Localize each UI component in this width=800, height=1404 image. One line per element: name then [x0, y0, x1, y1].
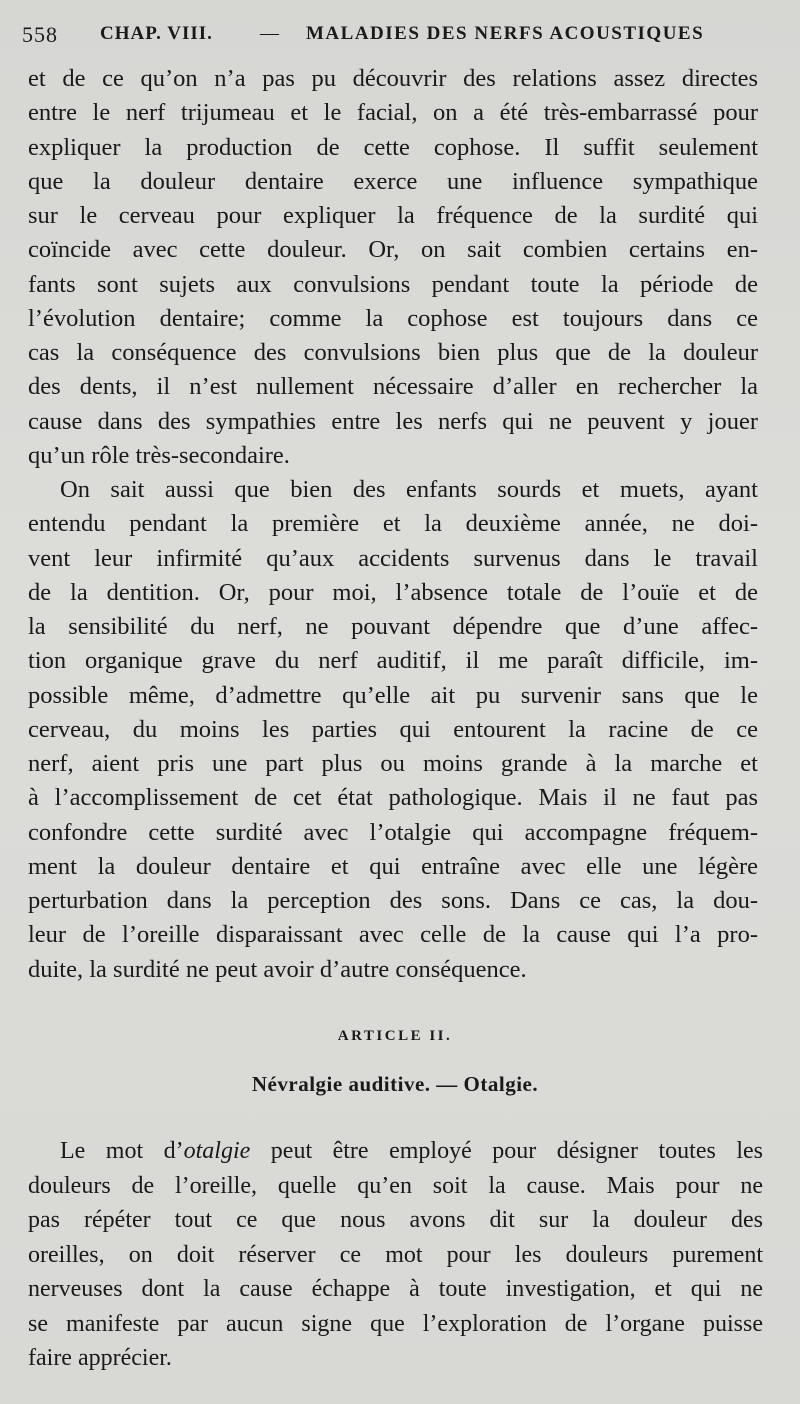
text-line: coïncide avec cette douleur. Or, on sait combien certains en- — [28, 236, 758, 264]
text-line — [28, 1134, 763, 1169]
text-line: duite, la surdité ne peut avoir d’autre conséquence. — [28, 955, 527, 983]
text-line: possible même, d’admettre qu’elle ait pu survenir sans que le — [28, 681, 758, 709]
text-line: perturbation dans la perception des sons. Dans ce cas, la dou- — [28, 887, 758, 914]
text-line: la sensibilité du nerf, ne pouvant dépendre que d’une affec- — [28, 613, 758, 640]
paragraph-continuation — [28, 62, 758, 473]
text-line: l’évolution dentaire; comme la cophose est toujours dans ce — [28, 304, 758, 332]
text-line: leur de l’oreille disparaissant avec celle de la cause qui l’a pro- — [28, 921, 758, 949]
text-line: que la douleur dentaire exerce une influence sympathique — [28, 167, 758, 195]
text-line: nerveuses dont la cause échappe à toute investigation, et qui ne — [28, 1276, 763, 1302]
text-line: de la dentition. Or, pour moi, l’absence totale de l’ouïe et de — [28, 578, 758, 606]
text-line: cause dans des sympathies entre les nerfs qui ne peuvent y jouer — [28, 407, 758, 435]
text-run: Le mot d’ — [60, 1138, 184, 1164]
paragraph-dentition — [28, 473, 758, 987]
text-line: confondre cette surdité avec l’otalgie qui accompagne fréquem- — [28, 818, 758, 846]
text-line: entendu pendant la première et la deuxième année, ne doi- — [28, 510, 758, 538]
text-line: vent leur infirmité qu’aux accidents survenus dans le travail — [28, 544, 758, 572]
text-line: On sait aussi que bien des enfants sourds et muets, ayant — [60, 476, 758, 503]
header-separator: — — [260, 23, 280, 44]
page-number: 558 — [22, 22, 58, 47]
paragraph-otalgie — [28, 1134, 763, 1376]
text-line: tion organique grave du nerf auditif, il me paraît difficile, im- — [28, 647, 758, 675]
text-line: nerf, aient pris une part plus ou moins grande à la marche et — [28, 750, 758, 777]
text-line: pas répéter tout ce que nous avons dit sur la douleur des — [28, 1207, 763, 1233]
text-line: faire apprécier. — [28, 1345, 172, 1371]
chapter-label: CHAP. VIII. — [100, 23, 213, 44]
text-line: sur le cerveau pour expliquer la fréquence de la surdité qui — [28, 202, 758, 229]
text-line: douleurs de l’oreille, quelle qu’en soit la cause. Mais pour ne — [28, 1172, 763, 1199]
text-line: et de ce qu’on n’a pas pu découvrir des relations assez directes — [28, 65, 758, 92]
text-run: peut être employé pour désigner toutes les — [250, 1138, 763, 1164]
article-heading: ARTICLE II. — [337, 1028, 453, 1044]
section-title: Névralgie auditive. — Otalgie. — [251, 1072, 539, 1096]
text-line: des dents, il n’est nullement nécessaire d’aller en rechercher la — [28, 373, 758, 401]
main-text — [28, 62, 758, 987]
text-line: ment la douleur dentaire et qui entraîne avec elle une légère — [28, 852, 758, 880]
text-line: à l’accomplissement de cet état pathologique. Mais il ne faut pas — [28, 784, 758, 812]
italic-term: otalgie — [183, 1138, 251, 1164]
text-line: oreilles, on doit réserver ce mot pour les douleurs purement — [28, 1241, 763, 1268]
text-line: expliquer la production de cette cophose. Il suffit seulement — [28, 133, 758, 161]
text-line: fants sont sujets aux convulsions pendant toute la période de — [28, 270, 758, 298]
text-line: cerveau, du moins les parties qui entourent la racine de ce — [28, 715, 758, 743]
text-line: qu’un rôle très-secondaire. — [28, 441, 290, 469]
text-line: entre le nerf trijumeau et le facial, on a été très-embarrassé pour — [28, 99, 758, 127]
text-line: se manifeste par aucun signe que l’exploration de l’organe puisse — [28, 1310, 763, 1337]
running-header — [22, 20, 782, 52]
text-line: cas la conséquence des convulsions bien plus que de la douleur — [28, 339, 758, 366]
running-title: MALADIES DES NERFS ACOUSTIQUES — [306, 23, 705, 44]
